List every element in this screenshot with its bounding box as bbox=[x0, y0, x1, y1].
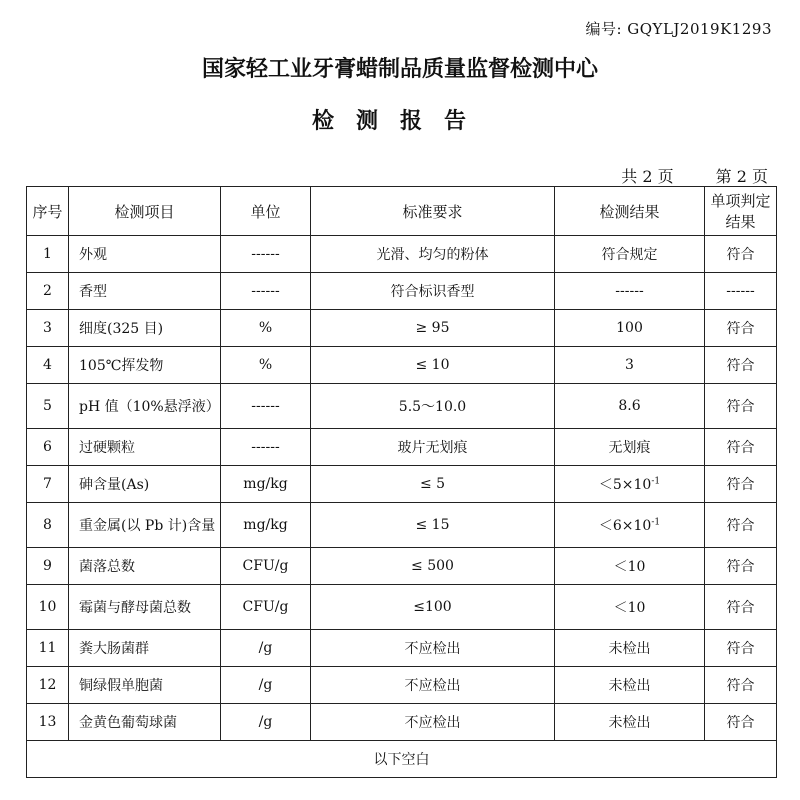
row-verdict-text: 符合 bbox=[726, 247, 755, 263]
row-item bbox=[69, 667, 221, 704]
row-verdict bbox=[705, 466, 777, 503]
row-item bbox=[69, 384, 221, 429]
row-unit-text: ------ bbox=[251, 439, 280, 455]
row-seq bbox=[27, 347, 69, 384]
row-item-text: 金黄色葡萄球菌 bbox=[79, 715, 177, 731]
row-result-text: 符合规定 bbox=[601, 247, 658, 263]
row-item-text: 菌落总数 bbox=[79, 559, 135, 575]
row-result-text: 100 bbox=[616, 320, 643, 336]
row-result-text: 未检出 bbox=[608, 641, 651, 657]
row-seq bbox=[27, 704, 69, 741]
table-row bbox=[27, 310, 777, 347]
row-verdict bbox=[705, 384, 777, 429]
row-unit bbox=[221, 273, 311, 310]
doc-number: 编号: GQYLJ2019K1293 bbox=[585, 20, 772, 38]
row-standard-text: ≥ 95 bbox=[415, 320, 450, 336]
row-result-text: 8.6 bbox=[618, 398, 641, 414]
row-seq-text: 4 bbox=[43, 357, 52, 373]
header-seq: 序号 bbox=[27, 187, 69, 236]
row-verdict bbox=[705, 585, 777, 630]
row-item bbox=[69, 585, 221, 630]
row-item bbox=[69, 630, 221, 667]
row-unit-text: ------ bbox=[251, 246, 280, 262]
row-standard-text: 符合标识香型 bbox=[390, 284, 475, 300]
row-unit-text: CFU/g bbox=[242, 599, 289, 615]
blank-note: 以下空白 bbox=[27, 741, 777, 778]
row-standard bbox=[311, 630, 555, 667]
row-result bbox=[555, 585, 705, 630]
row-item bbox=[69, 273, 221, 310]
row-unit bbox=[221, 503, 311, 548]
row-standard-text: ≤ 500 bbox=[411, 558, 454, 574]
row-unit-text: mg/kg bbox=[243, 517, 288, 533]
table-row bbox=[27, 548, 777, 585]
table-header-row bbox=[27, 187, 777, 236]
row-unit bbox=[221, 429, 311, 466]
row-result-text: 3 bbox=[625, 357, 634, 373]
table-row bbox=[27, 630, 777, 667]
row-item-text: 过硬颗粒 bbox=[79, 440, 135, 456]
row-verdict bbox=[705, 704, 777, 741]
row-item-text: 细度(325 目) bbox=[79, 321, 164, 337]
row-item-text: pH 值（10%悬浮液） bbox=[79, 399, 220, 415]
row-standard bbox=[311, 585, 555, 630]
row-verdict-text: 符合 bbox=[726, 641, 755, 657]
row-seq-text: 9 bbox=[43, 558, 52, 574]
header-standard: 标准要求 bbox=[311, 187, 555, 236]
table-row bbox=[27, 273, 777, 310]
row-result bbox=[555, 310, 705, 347]
row-seq bbox=[27, 585, 69, 630]
row-seq-text: 12 bbox=[38, 677, 57, 693]
row-result bbox=[555, 704, 705, 741]
table-row bbox=[27, 585, 777, 630]
row-unit-text: /g bbox=[258, 714, 273, 730]
table-row bbox=[27, 429, 777, 466]
row-seq-text: 7 bbox=[43, 476, 52, 492]
row-verdict bbox=[705, 236, 777, 273]
row-result-text: 未检出 bbox=[608, 678, 651, 694]
row-standard-text: 不应检出 bbox=[404, 715, 461, 731]
report-title: 检测报告 bbox=[311, 109, 488, 134]
row-result bbox=[555, 429, 705, 466]
row-result bbox=[555, 503, 705, 548]
row-seq bbox=[27, 429, 69, 466]
row-result bbox=[555, 466, 705, 503]
row-unit bbox=[221, 310, 311, 347]
row-standard-text: ≤ 10 bbox=[415, 357, 450, 373]
row-seq-text: 10 bbox=[38, 599, 57, 615]
row-unit-text: CFU/g bbox=[242, 558, 289, 574]
row-item bbox=[69, 704, 221, 741]
row-unit bbox=[221, 630, 311, 667]
row-item-text: 香型 bbox=[79, 284, 107, 300]
row-seq bbox=[27, 466, 69, 503]
row-seq-text: 5 bbox=[43, 398, 52, 414]
row-standard-text: ≤100 bbox=[413, 599, 452, 615]
row-item bbox=[69, 310, 221, 347]
footer-row bbox=[27, 741, 777, 778]
row-item-text: 霉菌与酵母菌总数 bbox=[79, 600, 191, 616]
row-unit bbox=[221, 548, 311, 585]
row-item-text: 粪大肠菌群 bbox=[79, 641, 149, 657]
header-result: 检测结果 bbox=[555, 187, 705, 236]
row-seq-text: 11 bbox=[38, 640, 57, 656]
row-result-text: ＜6×10 bbox=[598, 518, 652, 534]
row-verdict-text: 符合 bbox=[726, 358, 755, 374]
row-seq-text: 8 bbox=[43, 517, 52, 533]
row-verdict-text: 符合 bbox=[726, 678, 755, 694]
row-verdict-text: 符合 bbox=[726, 518, 755, 534]
row-verdict-text: 符合 bbox=[726, 399, 755, 415]
row-unit-text: mg/kg bbox=[243, 476, 288, 492]
row-standard bbox=[311, 236, 555, 273]
row-unit-text: ------ bbox=[251, 398, 280, 414]
org-title: 国家轻工业牙膏蜡制品质量监督检测中心 bbox=[201, 57, 598, 82]
row-unit bbox=[221, 384, 311, 429]
row-verdict bbox=[705, 503, 777, 548]
row-standard bbox=[311, 310, 555, 347]
row-item-text: 105℃挥发物 bbox=[79, 358, 164, 374]
header-verdict: 单项判定结果 bbox=[705, 187, 777, 236]
row-standard bbox=[311, 503, 555, 548]
row-verdict-text: 符合 bbox=[726, 321, 755, 337]
row-unit bbox=[221, 466, 311, 503]
row-seq bbox=[27, 667, 69, 704]
row-unit bbox=[221, 667, 311, 704]
row-standard-text: 5.5～10.0 bbox=[398, 399, 467, 415]
row-item bbox=[69, 548, 221, 585]
row-standard bbox=[311, 466, 555, 503]
table-row bbox=[27, 503, 777, 548]
table-row bbox=[27, 704, 777, 741]
row-seq-text: 3 bbox=[43, 320, 52, 336]
row-verdict bbox=[705, 347, 777, 384]
row-item-text: 重金属(以 Pb 计)含量 bbox=[79, 518, 216, 534]
row-result-text: ＜10 bbox=[613, 559, 646, 575]
page-current: 第 2 页 bbox=[715, 167, 768, 186]
row-standard bbox=[311, 704, 555, 741]
row-item bbox=[69, 236, 221, 273]
header-item: 检测项目 bbox=[69, 187, 221, 236]
row-item bbox=[69, 503, 221, 548]
row-seq bbox=[27, 548, 69, 585]
row-unit bbox=[221, 585, 311, 630]
row-item-text: 外观 bbox=[79, 247, 107, 263]
row-seq-text: 2 bbox=[43, 283, 52, 299]
row-verdict bbox=[705, 548, 777, 585]
row-standard bbox=[311, 667, 555, 704]
row-unit bbox=[221, 704, 311, 741]
row-seq-text: 6 bbox=[43, 439, 52, 455]
row-standard bbox=[311, 429, 555, 466]
results-table bbox=[26, 186, 777, 778]
row-item bbox=[69, 466, 221, 503]
row-seq bbox=[27, 503, 69, 548]
row-unit-text: % bbox=[258, 357, 273, 373]
row-result bbox=[555, 236, 705, 273]
row-unit-text: % bbox=[258, 320, 273, 336]
page-info bbox=[613, 164, 768, 187]
row-verdict-text: 符合 bbox=[726, 477, 755, 493]
row-result-text: ＜10 bbox=[613, 600, 646, 616]
row-verdict bbox=[705, 630, 777, 667]
table-row bbox=[27, 347, 777, 384]
row-unit-text: ------ bbox=[251, 283, 280, 299]
row-standard bbox=[311, 548, 555, 585]
row-verdict-text: 符合 bbox=[726, 559, 755, 575]
row-seq-text: 1 bbox=[43, 246, 52, 262]
row-verdict-text: ------ bbox=[726, 283, 755, 299]
table-row bbox=[27, 667, 777, 704]
table-row bbox=[27, 236, 777, 273]
row-standard bbox=[311, 273, 555, 310]
table-body bbox=[27, 236, 777, 741]
row-unit bbox=[221, 347, 311, 384]
page-total: 共 2 页 bbox=[621, 167, 674, 186]
row-item-text: 铜绿假单胞菌 bbox=[79, 678, 163, 694]
row-seq bbox=[27, 273, 69, 310]
row-seq bbox=[27, 384, 69, 429]
row-result bbox=[555, 347, 705, 384]
row-result bbox=[555, 667, 705, 704]
row-standard-text: ≤ 5 bbox=[419, 476, 446, 492]
result-exponent: -1 bbox=[651, 517, 661, 528]
table-row bbox=[27, 466, 777, 503]
row-unit-text: /g bbox=[258, 640, 273, 656]
row-result bbox=[555, 630, 705, 667]
row-result-text: 未检出 bbox=[608, 715, 651, 731]
row-verdict-text: 符合 bbox=[726, 715, 755, 731]
row-result bbox=[555, 273, 705, 310]
row-standard bbox=[311, 347, 555, 384]
row-verdict bbox=[705, 273, 777, 310]
row-result-text: ------ bbox=[615, 283, 644, 299]
row-standard bbox=[311, 384, 555, 429]
row-item-text: 砷含量(As) bbox=[79, 477, 150, 493]
row-seq bbox=[27, 236, 69, 273]
result-exponent: -1 bbox=[651, 476, 661, 487]
header-unit: 单位 bbox=[221, 187, 311, 236]
row-verdict-text: 符合 bbox=[726, 440, 755, 456]
row-standard-text: 光滑、均匀的粉体 bbox=[376, 247, 489, 263]
row-seq bbox=[27, 310, 69, 347]
row-verdict-text: 符合 bbox=[726, 600, 755, 616]
row-result-text: 无划痕 bbox=[608, 440, 651, 456]
row-standard-text: ≤ 15 bbox=[415, 517, 450, 533]
row-unit bbox=[221, 236, 311, 273]
row-result bbox=[555, 548, 705, 585]
row-standard-text: 不应检出 bbox=[404, 678, 461, 694]
table-row bbox=[27, 384, 777, 429]
row-result-text: ＜5×10 bbox=[598, 477, 652, 493]
row-seq-text: 13 bbox=[38, 714, 57, 730]
row-item bbox=[69, 429, 221, 466]
row-unit-text: /g bbox=[258, 677, 273, 693]
row-result bbox=[555, 384, 705, 429]
row-standard-text: 玻片无划痕 bbox=[397, 440, 468, 456]
row-verdict bbox=[705, 310, 777, 347]
row-standard-text: 不应检出 bbox=[404, 641, 461, 657]
row-seq bbox=[27, 630, 69, 667]
row-verdict bbox=[705, 429, 777, 466]
row-item bbox=[69, 347, 221, 384]
row-verdict bbox=[705, 667, 777, 704]
